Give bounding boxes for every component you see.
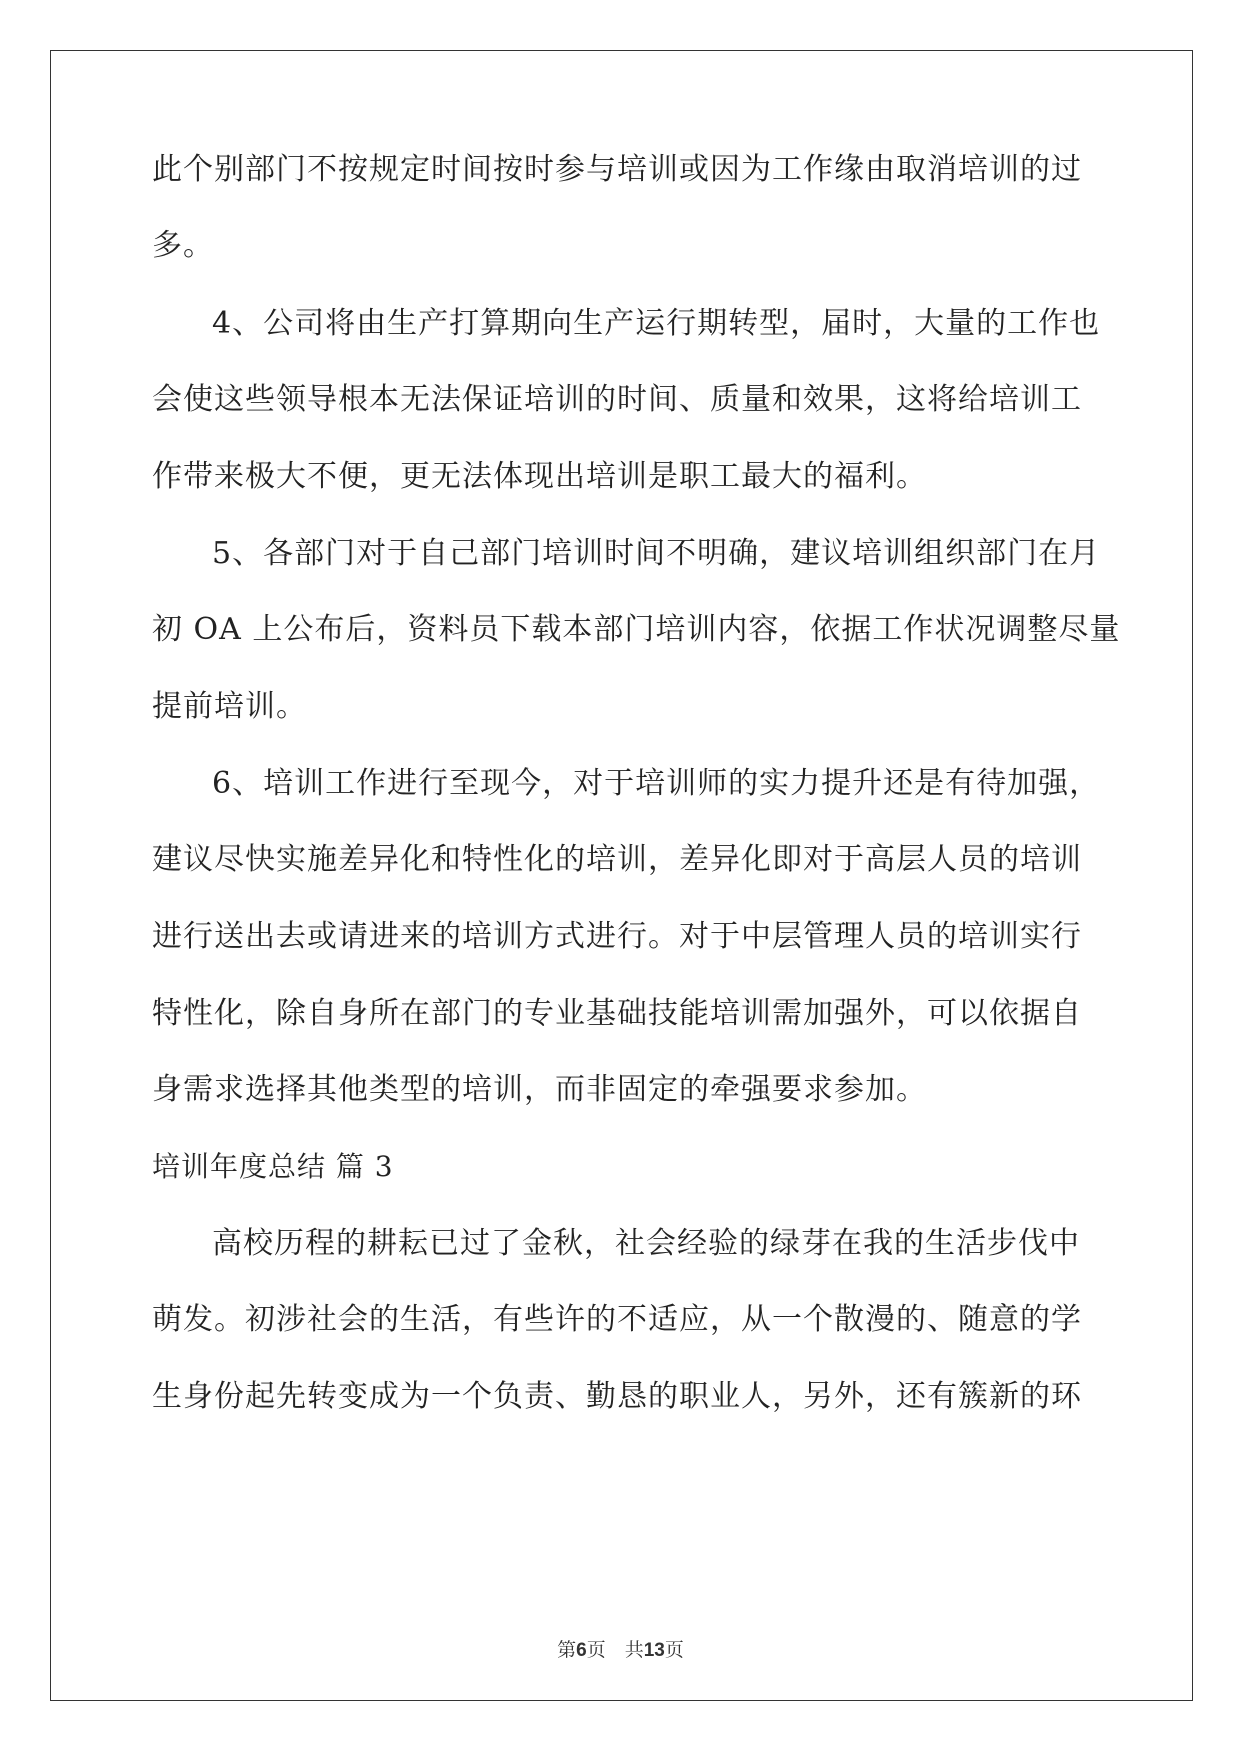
text-line: 建议尽快实施差异化和特性化的培训，差异化即对于高层人员的培训 [152,842,1082,877]
text-line: 作带来极大不便，更无法体现出培训是职工最大的福利。 [152,459,927,494]
text-line: 萌发。初涉社会的生活，有些许的不适应，从一个散漫的、随意的学 [152,1302,1082,1337]
footer-page-current: 6 [576,1640,587,1661]
text-line: 提前培训。 [152,689,307,724]
page-footer [0,1638,1241,1663]
text-line: 高校历程的耕耘已过了金秋，社会经验的绿芽在我的生活步伐中 [212,1226,1080,1261]
text-line: 4、公司将由生产打算期向生产运行期转型，届时，大量的工作也 [212,306,1101,341]
text-line: 身需求选择其他类型的培训，而非固定的牵强要求参加。 [152,1072,927,1107]
footer-prefix: 第 [557,1639,577,1661]
footer-suffix: 页 [664,1639,684,1661]
text-line: 会使这些领导根本无法保证培训的时间、质量和效果，这将给培训工 [152,382,1082,417]
text-line: 多。 [152,228,214,263]
text-line: 初 OA 上公布后，资料员下载本部门培训内容，依据工作状况调整尽量 [152,612,1121,647]
footer-page-total: 13 [643,1640,665,1661]
text-line: 特性化，除自身所在部门的专业基础技能培训需加强外，可以依据自 [152,996,1082,1031]
text-line: 5、各部门对于自己部门培训时间不明确，建议培训组织部门在月 [212,536,1101,571]
text-line: 生身份起先转变成为一个负责、勤恳的职业人，另外，还有簇新的环 [152,1379,1082,1414]
footer-mid: 页 共 [586,1639,644,1661]
text-line: 6、培训工作进行至现今，对于培训师的实力提升还是有待加强， [212,766,1101,801]
section-heading: 培训年度总结 篇 3 [152,1150,394,1183]
text-line: 此个别部门不按规定时间按时参与培训或因为工作缘由取消培训的过 [152,152,1082,187]
text-line: 进行送出去或请进来的培训方式进行。对于中层管理人员的培训实行 [152,919,1082,954]
